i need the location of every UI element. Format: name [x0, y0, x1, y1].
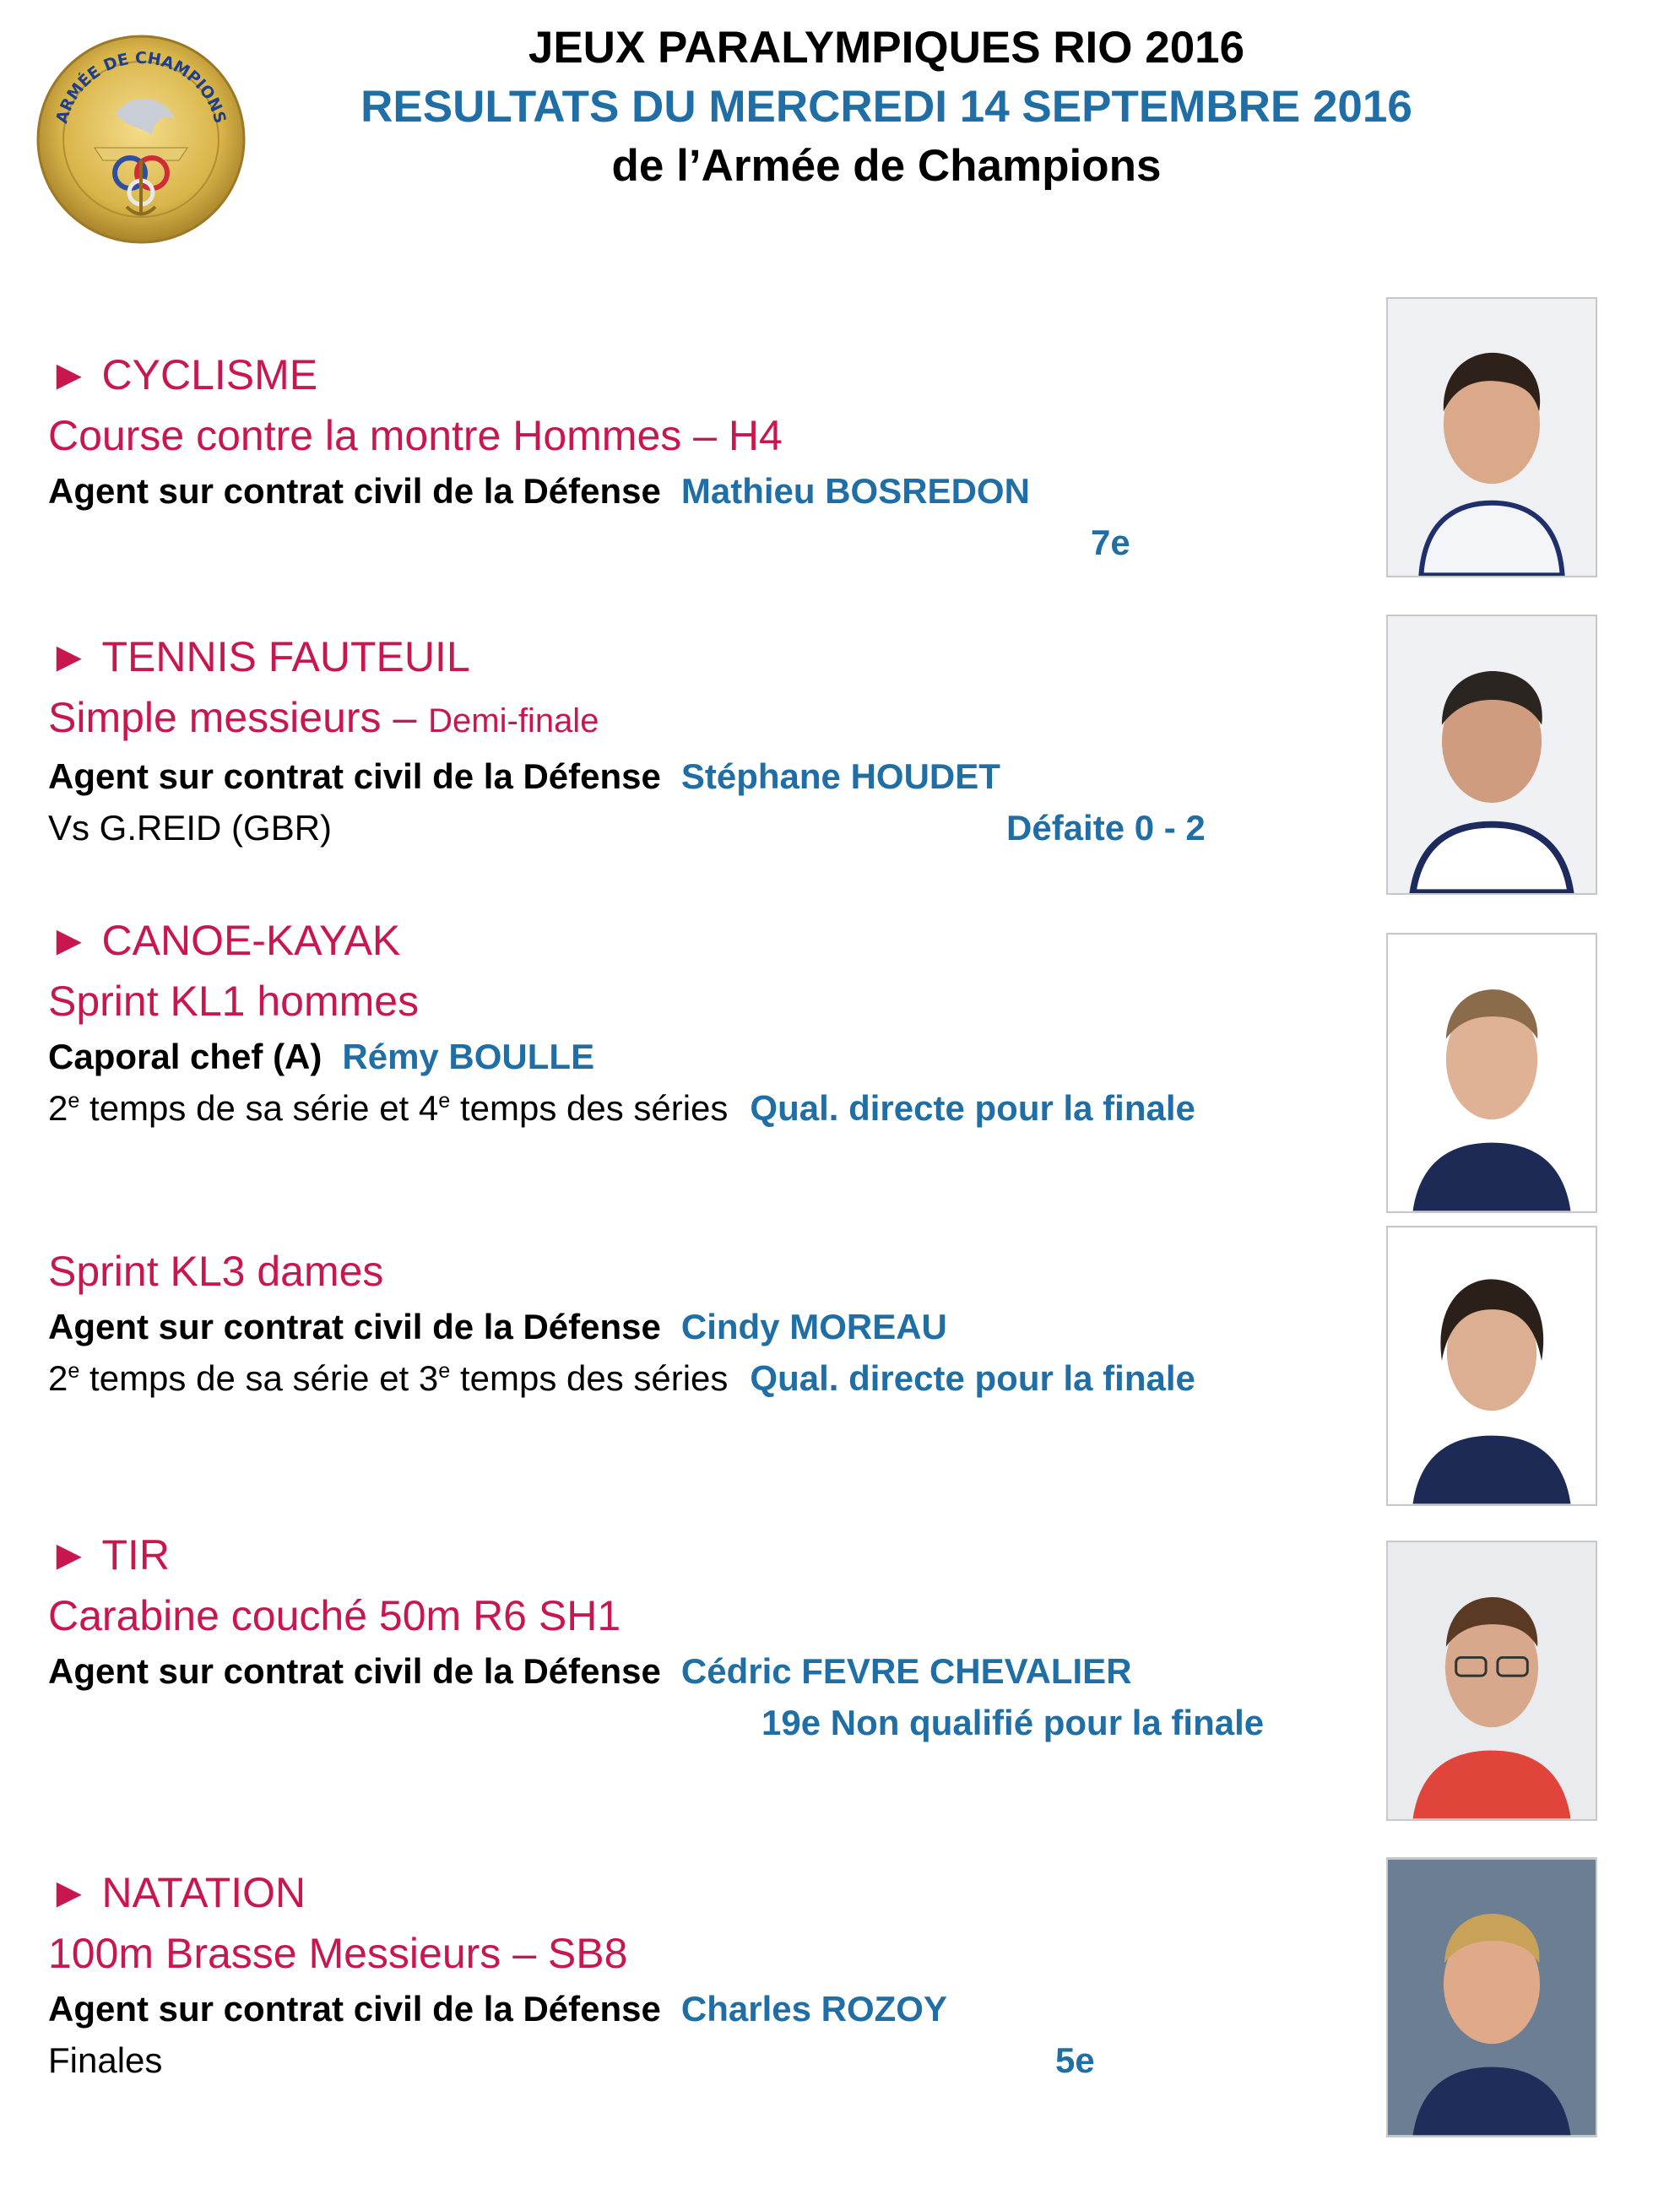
- athlete-name: Mathieu BOSREDON: [680, 471, 1030, 511]
- athlete-name: Cindy MOREAU: [680, 1307, 947, 1346]
- result-line: [48, 1697, 1348, 1749]
- result-value: 7e: [1091, 523, 1130, 562]
- result-line: [48, 802, 1348, 854]
- arrow-icon: ►: [48, 351, 90, 398]
- event-title: Course contre la montre Hommes – H4: [48, 412, 783, 459]
- athlete-photo: [1386, 1857, 1597, 2137]
- event-title: Sprint KL1 hommes: [48, 978, 420, 1025]
- sport-name: TIR: [101, 1531, 171, 1579]
- armee-de-champions-logo: [35, 34, 247, 245]
- athlete-line: [48, 1032, 1348, 1082]
- header-subtitle-team: de l’Armée de Champions: [611, 141, 1162, 191]
- sport-heading: [48, 344, 1348, 405]
- athlete-photo: [1386, 1541, 1597, 1821]
- sport-heading: [48, 1525, 1348, 1585]
- arrow-icon: ►: [48, 917, 90, 964]
- result-detail: Vs G.REID (GBR): [48, 808, 333, 848]
- athlete-line: [48, 751, 1348, 802]
- result-section-canoe-kayak-kl3: [48, 1241, 1348, 1405]
- sport-name: CYCLISME: [101, 351, 318, 398]
- result-detail: 2e temps de sa série et 3e temps des séries: [48, 1358, 729, 1398]
- result-line: [48, 517, 1348, 569]
- athlete-line: [48, 1302, 1348, 1352]
- athlete-name: Stéphane HOUDET: [680, 756, 1000, 796]
- result-line: [48, 1082, 1348, 1135]
- result-section-tir: [48, 1525, 1348, 1749]
- result-section-tennis-fauteuil: [48, 626, 1348, 854]
- athlete-name: Rémy BOULLE: [342, 1037, 595, 1076]
- athlete-rank: Agent sur contrat civil de la Défense: [48, 1307, 661, 1346]
- header-subtitle-date: RESULTATS DU MERCREDI 14 SEPTEMBRE 2016: [360, 82, 1412, 132]
- sport-heading: [48, 626, 1348, 687]
- athlete-name: Charles ROZOY: [680, 1989, 947, 2029]
- athlete-line: [48, 1984, 1348, 2034]
- result-line: [48, 2034, 1348, 2087]
- athlete-rank: Caporal chef (A): [48, 1037, 322, 1076]
- event-title: Simple messieurs – Demi-finale: [48, 694, 599, 741]
- sport-heading: [48, 1862, 1348, 1923]
- result-section-cyclisme: [48, 344, 1348, 569]
- athlete-photo: [1386, 1226, 1597, 1506]
- athlete-line: [48, 1646, 1348, 1697]
- result-section-natation: [48, 1862, 1348, 2087]
- event-title: Carabine couché 50m R6 SH1: [48, 1592, 621, 1639]
- svg-text:ARMÉE DE CHAMPIONS: ARMÉE DE CHAMPIONS: [52, 48, 230, 126]
- result-line: [48, 1352, 1348, 1405]
- event-title: Sprint KL3 dames: [48, 1248, 384, 1295]
- athlete-line: [48, 466, 1348, 517]
- header-title: JEUX PARALYMPIQUES RIO 2016: [528, 23, 1245, 73]
- arrow-icon: ►: [48, 1531, 90, 1579]
- athlete-photo: [1386, 297, 1597, 577]
- result-value: Qual. directe pour la finale: [750, 1358, 1195, 1398]
- arrow-icon: ►: [48, 633, 90, 680]
- result-section-canoe-kayak: [48, 910, 1348, 1135]
- athlete-rank: Agent sur contrat civil de la Défense: [48, 1651, 661, 1691]
- result-value: 5e: [1055, 2040, 1095, 2080]
- athlete-rank: Agent sur contrat civil de la Défense: [48, 756, 661, 796]
- arrow-icon: ►: [48, 1869, 90, 1916]
- sport-name: NATATION: [101, 1869, 306, 1916]
- result-detail: Finales: [48, 2040, 163, 2080]
- result-detail: 2e temps de sa série et 4e temps des séries: [48, 1088, 729, 1128]
- sport-name: CANOE-KAYAK: [101, 917, 401, 964]
- athlete-rank: Agent sur contrat civil de la Défense: [48, 471, 661, 511]
- result-value: Défaite 0 - 2: [1006, 808, 1206, 848]
- event-round: Demi-finale: [428, 702, 599, 739]
- athlete-name: Cédric FEVRE CHEVALIER: [680, 1651, 1132, 1691]
- page-header: [279, 19, 1494, 196]
- athlete-photo: [1386, 615, 1597, 895]
- result-value: Qual. directe pour la finale: [750, 1088, 1195, 1128]
- athlete-photo: [1386, 933, 1597, 1213]
- sport-name: TENNIS FAUTEUIL: [101, 633, 470, 680]
- result-value: 19e Non qualifié pour la finale: [761, 1703, 1265, 1742]
- athlete-rank: Agent sur contrat civil de la Défense: [48, 1989, 661, 2029]
- event-title: 100m Brasse Messieurs – SB8: [48, 1930, 628, 1977]
- sport-heading: [48, 910, 1348, 971]
